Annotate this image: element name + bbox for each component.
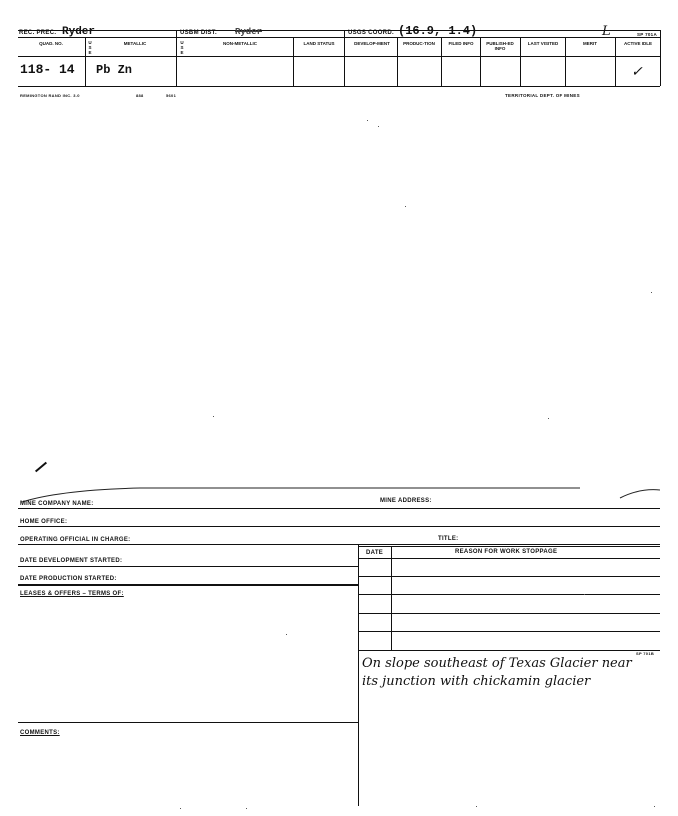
col-published-info: PUBLISH-ED INFO bbox=[486, 41, 514, 51]
scan-speck bbox=[476, 806, 477, 807]
col-quad-serial: QUAD. NO. bbox=[39, 41, 63, 46]
usgs-coord-label: USGS COORD. bbox=[348, 30, 394, 36]
record-bottom-border bbox=[18, 86, 660, 87]
operating-official-label: OPERATING OFFICIAL IN CHARGE: bbox=[20, 537, 131, 543]
date-development-label: DATE DEVELOPMENT STARTED: bbox=[20, 558, 123, 564]
header-top-border bbox=[18, 30, 660, 31]
official-line bbox=[18, 544, 660, 545]
development-line bbox=[18, 566, 358, 567]
col-divider-prod bbox=[397, 38, 398, 86]
col-divider-land bbox=[293, 38, 294, 86]
printer-credit: REMINGTON RAND INC. 3.0 bbox=[20, 93, 80, 98]
scan-speck bbox=[584, 594, 585, 595]
col-active-idle: ACTIVE IDLE bbox=[623, 41, 652, 46]
scan-speck bbox=[405, 206, 406, 207]
scan-speck bbox=[654, 806, 655, 807]
handwritten-note-line-2: its junction with chickamin glacier bbox=[362, 674, 591, 689]
usbm-dist-label: USBM DIST. bbox=[180, 30, 218, 36]
col-last-visited: LAST VISITED bbox=[527, 41, 559, 46]
date-production-label: DATE PRODUCTION STARTED: bbox=[20, 576, 117, 582]
code-2: 5601 bbox=[166, 93, 177, 98]
header-curve bbox=[20, 476, 660, 506]
pen-stroke bbox=[35, 462, 47, 473]
usgs-coord-value: (16.9, 1.4) bbox=[398, 24, 478, 38]
reason-column-header: REASON FOR WORK STOPPAGE bbox=[455, 549, 558, 555]
col-filed-info: FILED INFO bbox=[448, 41, 474, 46]
stoppage-header-line bbox=[358, 558, 660, 559]
scan-speck bbox=[367, 120, 368, 121]
column-header-bottom bbox=[18, 56, 660, 57]
col-divider-active bbox=[615, 38, 616, 86]
corner-mark: L bbox=[602, 24, 611, 39]
col-use-a: U S E bbox=[88, 40, 92, 55]
col-divider-filed bbox=[441, 38, 442, 86]
form-number-b: SP 701B bbox=[636, 651, 655, 656]
col-divider-serial bbox=[85, 38, 86, 86]
handwritten-note-line-1: On slope southeast of Texas Glacier near bbox=[362, 656, 632, 671]
col-divider-2 bbox=[344, 30, 345, 86]
scan-speck bbox=[286, 634, 287, 635]
col-divider-1 bbox=[176, 30, 177, 86]
mine-company-name-label: MINE COMPANY NAME: bbox=[20, 501, 94, 507]
scan-speck bbox=[213, 416, 214, 417]
company-line bbox=[18, 508, 660, 509]
stoppage-top bbox=[358, 546, 660, 547]
stoppage-row-3 bbox=[358, 613, 660, 614]
col-divider-merit bbox=[565, 38, 566, 86]
form-number: SP 701A bbox=[637, 32, 658, 37]
scan-speck bbox=[548, 418, 549, 419]
production-line bbox=[18, 584, 358, 586]
leases-label: LEASES & OFFERS – TERMS OF: bbox=[20, 591, 124, 597]
stoppage-row-1 bbox=[358, 576, 660, 577]
col-divider-last bbox=[520, 38, 521, 86]
date-column-divider bbox=[391, 546, 392, 650]
col-merit: MERIT bbox=[583, 41, 597, 46]
dept-name: TERRITORIAL DEPT. OF MINES bbox=[505, 93, 580, 98]
title-label: TITLE: bbox=[438, 536, 459, 542]
scan-speck bbox=[651, 292, 652, 293]
record-active-mark: ✓ bbox=[631, 64, 643, 80]
record-metallic: Pb Zn bbox=[96, 63, 133, 77]
comments-label: COMMENTS: bbox=[20, 730, 60, 736]
col-land-status: LAND STATUS bbox=[303, 41, 335, 46]
scan-speck bbox=[378, 126, 379, 127]
scan-speck bbox=[246, 808, 247, 809]
mine-address-label: MINE ADDRESS: bbox=[380, 498, 432, 504]
col-development: DEVELOP-MENT bbox=[354, 41, 390, 46]
home-office-label: HOME OFFICE: bbox=[20, 519, 68, 525]
home-office-line bbox=[18, 526, 660, 527]
rec-prec-value: Ryder bbox=[62, 26, 96, 38]
stoppage-row-5 bbox=[358, 650, 660, 651]
code-1: 888 bbox=[136, 93, 144, 98]
rec-prec-label: REC. PREC. bbox=[19, 30, 57, 36]
col-non-metallic: NON-METALLIC bbox=[223, 41, 257, 46]
header-row-divider bbox=[18, 37, 660, 38]
scan-speck bbox=[180, 808, 181, 809]
stoppage-row-4 bbox=[358, 631, 660, 632]
col-divider-right bbox=[660, 30, 661, 86]
col-divider-pub bbox=[480, 38, 481, 86]
stoppage-row-2 bbox=[358, 594, 660, 595]
leases-bottom-line bbox=[18, 722, 358, 723]
col-metallic: METALLIC bbox=[123, 41, 147, 46]
usbm-dist-value: Ryder bbox=[235, 27, 263, 37]
col-use-b: U S E bbox=[180, 40, 184, 55]
col-production: PRODUC-TION bbox=[403, 41, 435, 46]
date-column-header: DATE bbox=[366, 550, 384, 556]
record-quad-serial: 118- 14 bbox=[20, 62, 75, 77]
right-column-divider bbox=[358, 544, 359, 806]
